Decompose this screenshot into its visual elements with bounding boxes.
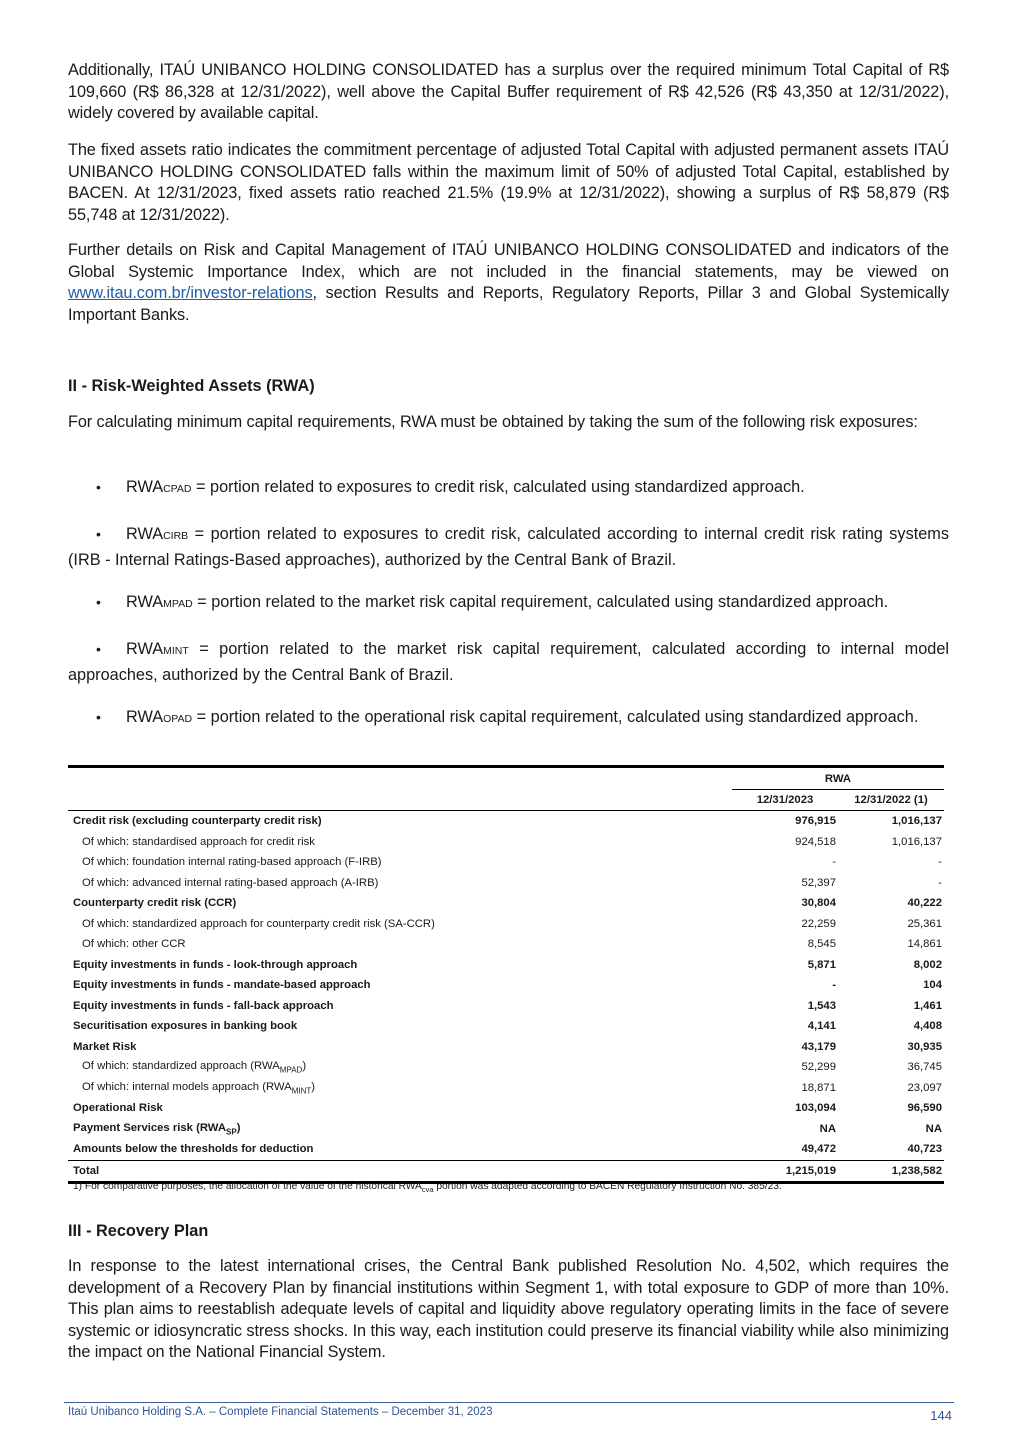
value-2023: 52,397: [801, 876, 836, 889]
bullet-term-subscript: CIRB: [163, 530, 189, 542]
row-label: [68, 1057, 732, 1078]
table-row: [68, 975, 944, 996]
rwa-bullet-item: [68, 637, 949, 687]
bullet-text: = portion related to the market risk capital requirement, calculated according to internal model approaches, authorized by the Central Bank of Brazil.: [68, 640, 949, 684]
row-label: [68, 955, 732, 976]
value-2022: 14,861: [907, 938, 942, 951]
section-heading-rwa: II - Risk-Weighted Assets (RWA): [68, 377, 315, 395]
row-label: [68, 1078, 732, 1099]
paragraph-rwa-intro: For calculating minimum capital requirements, RWA must be obtained by taking the sum of the following risk exposures:: [68, 413, 918, 431]
column-header-2022: 12/31/2022 (1): [838, 790, 944, 811]
rwa-bullet-item: [68, 590, 949, 616]
footnote-text-end: portion was adapted according to BACEN Regulatory Instruction No. 385/23.: [433, 1181, 782, 1192]
row-label-text: Operational Risk: [73, 1102, 163, 1115]
row-label-text: Of which: advanced internal rating-based approach (A-IRB): [82, 876, 379, 889]
table-row: [68, 873, 944, 894]
bullet-text: = portion related to the market risk capital requirement, calculated using standardized approach.: [192, 593, 889, 611]
value-2022: 25,361: [907, 917, 942, 930]
row-label: [68, 852, 732, 873]
value-2022: 1,016,137: [891, 835, 942, 848]
row-label-text: Securitisation exposures in banking book: [73, 1020, 298, 1033]
row-label: [68, 1139, 732, 1160]
table-row: [68, 1037, 944, 1058]
table-row: [68, 1057, 944, 1078]
row-label-text: Market Risk: [73, 1040, 137, 1053]
value-2022: 1,461: [913, 999, 942, 1012]
bullet-term: RWA: [126, 640, 164, 658]
value-2023: -: [832, 856, 836, 869]
value-2023: 4,141: [807, 1020, 836, 1033]
row-label-text: Of which: standardised approach for credit risk: [82, 835, 315, 848]
value-2022: 8,002: [913, 958, 942, 971]
footer-document-title: Itaú Unibanco Holding S.A. – Complete Financial Statements – December 31, 2023: [68, 1406, 493, 1418]
bullet-term: RWA: [126, 525, 164, 543]
bullet-text: = portion related to exposures to credit risk, calculated using standardized approach.: [191, 478, 805, 496]
value-2022: 23,097: [907, 1081, 942, 1094]
further-details-text: Further details on Risk and Capital Management of ITAÚ UNIBANCO HOLDING CONSOLIDATED and indicators of the Global Systemic Importance Index, which are not included in the financial statements, may be viewed on: [68, 241, 949, 281]
table-row: [68, 811, 944, 832]
paragraph-fixed-assets-ratio: The fixed assets ratio indicates the commitment percentage of adjusted Total Capital with adjusted permanent assets ITAÚ UNIBANCO HOLDING CONSOLIDATED falls within the maximum limit of 50% of adjusted Total Capital, established by BACEN. At 12/31/2023, fixed assets ratio reached 21.5% (19.9% at 12/31/2022), showing a surplus of R$ 58,879 (R$ 55,748 at 12/31/2022).: [68, 141, 949, 224]
paragraph-capital-surplus: Additionally, ITAÚ UNIBANCO HOLDING CONSOLIDATED has a surplus over the required minimum Total Capital of R$ 109,660 (R$ 86,328 at 12/31/2022), well above the Capital Buffer requirement of R$ 42,526 (R$ 43,350 at 12/31/2022), widely covered by available capital.: [68, 61, 949, 123]
row-label-text: Of which: foundation internal rating-based approach (F-IRB): [82, 856, 382, 869]
value-2023: 1,543: [807, 999, 836, 1012]
section-heading-recovery-plan: III - Recovery Plan: [68, 1222, 209, 1240]
value-2023: 103,094: [795, 1102, 836, 1115]
bullet-dot-icon: •: [96, 594, 101, 610]
row-label-end: ): [236, 1121, 241, 1134]
table-row: [68, 1119, 944, 1140]
paragraph-further-details: [68, 240, 949, 326]
bullet-dot-icon: •: [96, 709, 101, 725]
row-label: [68, 893, 732, 914]
bullet-term: RWA: [126, 478, 164, 496]
row-label-subscript: MPAD: [279, 1065, 303, 1075]
footer-page-number: 144: [930, 1408, 952, 1423]
table-row: [68, 852, 944, 873]
value-2022: 4,408: [913, 1020, 942, 1033]
rwa-group-header: RWA: [732, 767, 944, 790]
value-2023: 924,518: [795, 835, 836, 848]
table-group-header-row: [68, 767, 944, 790]
row-label: [68, 996, 732, 1017]
row-label-text: Of which: standardized approach for counterparty credit risk (SA-CCR): [82, 917, 435, 930]
value-2023: 43,179: [801, 1040, 836, 1053]
paragraph-recovery-plan: In response to the latest international crises, the Central Bank published Resolution No. 4,502, which requires the development of a Recovery Plan by financial institutions within Segment 1, with total exposure to GDP of more than 10%. This plan aims to reestablish adequate levels of capital and liquidity above regulatory operating limits in the face of severe systemic or idiosyncratic stress shocks. In this way, each institution could preserve its financial viability while also minimizing the impact on the National Financial System.: [68, 1257, 949, 1362]
bullet-term: RWA: [126, 708, 164, 726]
value-2023: -: [832, 979, 836, 992]
value-2022: 104: [923, 979, 942, 992]
table-row: [68, 1139, 944, 1160]
value-2022: 36,745: [907, 1061, 942, 1074]
total-2022: 1,238,582: [838, 1160, 944, 1183]
row-label-subscript: MINT: [291, 1085, 312, 1095]
table-row: [68, 832, 944, 853]
row-label-end: ): [302, 1060, 307, 1073]
value-2022: 40,222: [907, 897, 942, 910]
bullet-dot-icon: •: [96, 641, 101, 657]
value-2023: 49,472: [801, 1143, 836, 1156]
row-label-text: Of which: standardized approach (RWA: [82, 1060, 280, 1073]
table-total-row: [68, 1160, 944, 1183]
row-label-text: Equity investments in funds - fall-back approach: [73, 999, 334, 1012]
further-details-text-end: , section Results and Reports, Regulatory Reports, Pillar 3 and Global Systemically Important Banks.: [68, 284, 949, 324]
bullet-term-subscript: MPAD: [163, 598, 193, 610]
value-2023: 976,915: [795, 815, 836, 828]
row-label: [68, 1016, 732, 1037]
bullet-dot-icon: •: [96, 479, 101, 495]
row-label: [68, 832, 732, 853]
value-2023: 30,804: [801, 897, 836, 910]
bullet-term-subscript: OPAD: [163, 713, 193, 725]
rwa-bullet-item: [68, 522, 949, 572]
bullet-term-subscript: MINT: [163, 645, 189, 657]
value-2023: 22,259: [801, 917, 836, 930]
row-label-text: Of which: other CCR: [82, 938, 186, 951]
table-row: [68, 1016, 944, 1037]
table-row: [68, 996, 944, 1017]
table-footnote: [73, 1181, 782, 1194]
row-label: [68, 975, 732, 996]
value-2022: -: [938, 856, 942, 869]
bullet-term: RWA: [126, 593, 164, 611]
row-label: [68, 1119, 732, 1140]
row-label: [68, 1037, 732, 1058]
value-2023: 8,545: [807, 938, 836, 951]
row-label-text: Counterparty credit risk (CCR): [73, 897, 237, 910]
bullet-text: = portion related to exposures to credit risk, calculated according to internal credit risk rating systems (IRB - Internal Ratings-Based approaches), authorized by the Central Bank of Brazil.: [68, 525, 949, 569]
value-2022: 40,723: [907, 1143, 942, 1156]
row-label-text: Payment Services risk (RWA: [73, 1121, 227, 1134]
bullet-term-subscript: CPAD: [163, 483, 192, 495]
table-column-header-row: [68, 790, 944, 811]
bullet-dot-icon: •: [96, 526, 101, 542]
value-2023: NA: [819, 1122, 836, 1135]
row-label-text: Of which: internal models approach (RWA: [82, 1080, 292, 1093]
table-row: [68, 934, 944, 955]
table-row: [68, 1098, 944, 1119]
column-header-2023: 12/31/2023: [732, 790, 838, 811]
value-2023: 52,299: [801, 1061, 836, 1074]
table-row: [68, 914, 944, 935]
total-2023: 1,215,019: [732, 1160, 838, 1183]
rwa-bullet-item: [68, 475, 949, 501]
row-label-text: Equity investments in funds - mandate-based approach: [73, 979, 371, 992]
row-label: [68, 934, 732, 955]
value-2022: 1,016,137: [891, 815, 942, 828]
row-label-subscript: SP: [226, 1126, 237, 1136]
rwa-table: [68, 765, 944, 1184]
value-2022: -: [938, 876, 942, 889]
row-label: [68, 873, 732, 894]
value-2023: 18,871: [801, 1081, 836, 1094]
bullet-text: = portion related to the operational risk capital requirement, calculated using standardized approach.: [192, 708, 919, 726]
value-2023: 5,871: [807, 958, 836, 971]
rwa-bullet-item: [68, 705, 949, 731]
row-label-end: ): [311, 1080, 316, 1093]
table-row: [68, 955, 944, 976]
value-2022: 96,590: [907, 1102, 942, 1115]
footnote-subscript: cva: [421, 1185, 434, 1195]
investor-relations-link[interactable]: www.itau.com.br/investor-relations: [68, 284, 313, 303]
footer-divider: [64, 1402, 954, 1403]
table-row: [68, 1078, 944, 1099]
total-label: Total: [68, 1160, 732, 1183]
value-2022: NA: [925, 1122, 942, 1135]
value-2022: 30,935: [907, 1040, 942, 1053]
row-label: [68, 1098, 732, 1119]
footnote-text: 1) For comparative purposes, the allocation of the value of the historical RWA: [73, 1181, 422, 1192]
table-row: [68, 893, 944, 914]
row-label: [68, 811, 732, 832]
row-label-text: Equity investments in funds - look-through approach: [73, 958, 358, 971]
row-label-text: Credit risk (excluding counterparty credit risk): [73, 815, 322, 828]
row-label: [68, 914, 732, 935]
row-label-text: Amounts below the thresholds for deduction: [73, 1143, 314, 1156]
